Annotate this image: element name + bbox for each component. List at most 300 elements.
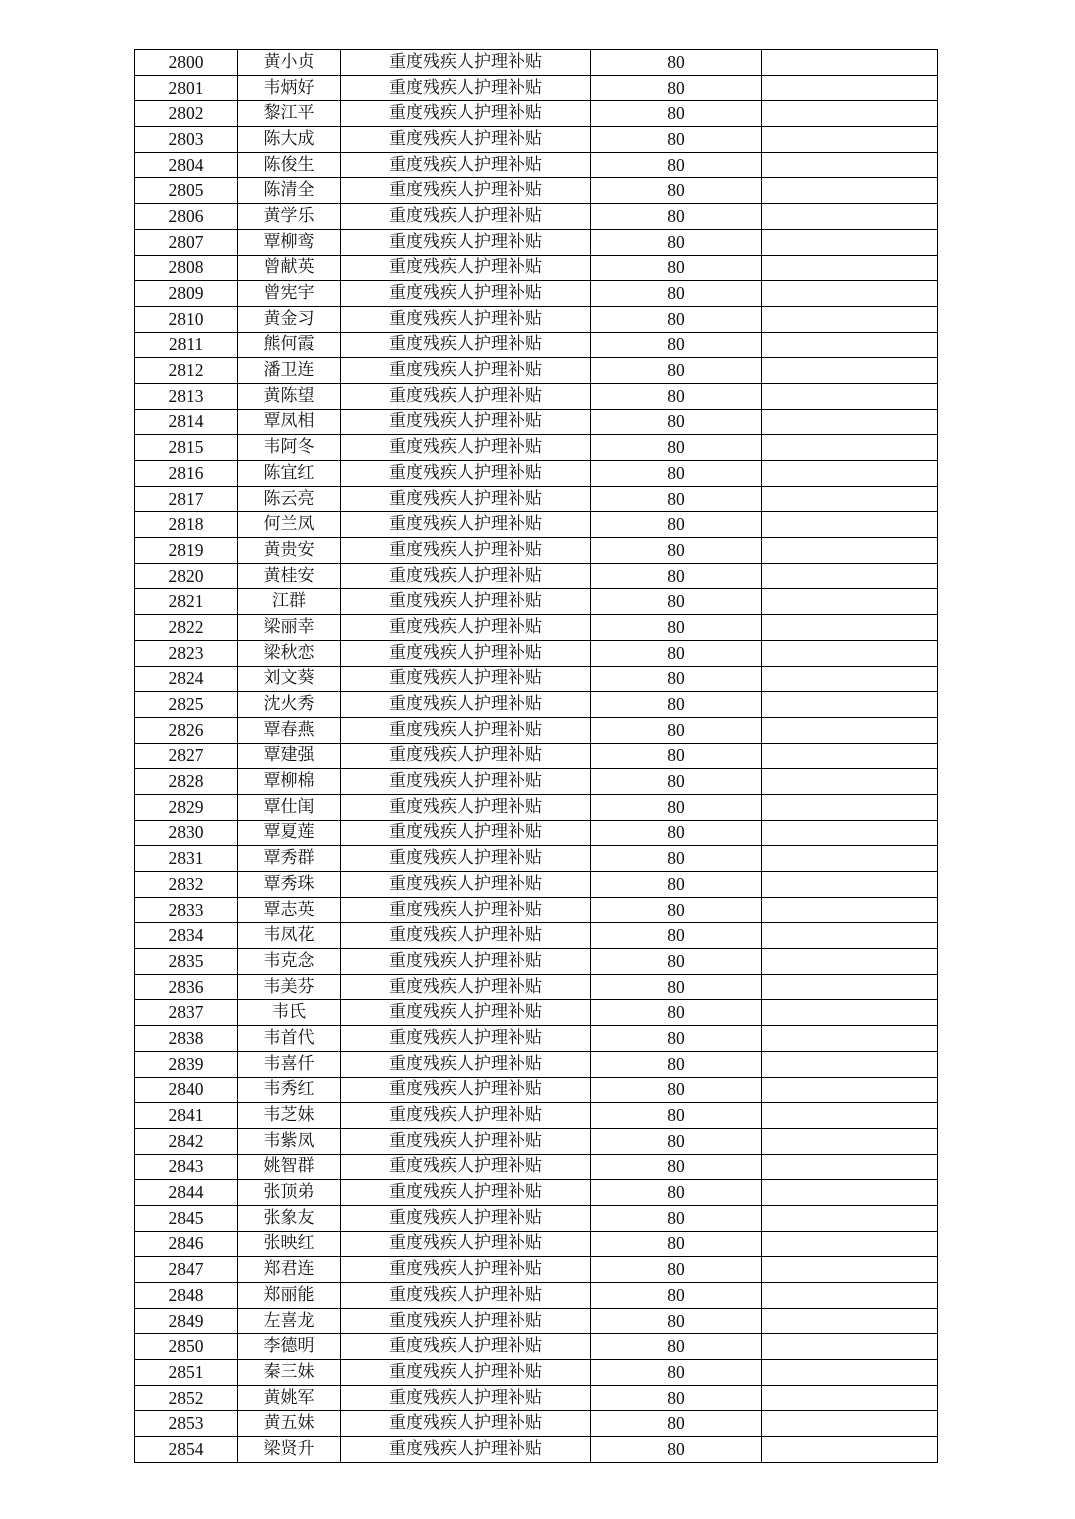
subsidy-type-cell: 重度残疾人护理补贴 xyxy=(341,1154,591,1180)
remarks-cell xyxy=(762,692,938,718)
subsidy-type-cell: 重度残疾人护理补贴 xyxy=(341,152,591,178)
recipient-name-cell: 黄陈望 xyxy=(238,383,341,409)
subsidy-table-body xyxy=(135,50,938,1463)
amount-cell: 80 xyxy=(591,50,762,76)
remarks-cell xyxy=(762,50,938,76)
table-row xyxy=(135,538,938,564)
remarks-cell xyxy=(762,383,938,409)
table-row xyxy=(135,306,938,332)
row-number-cell: 2810 xyxy=(135,306,238,332)
table-row xyxy=(135,1283,938,1309)
table-row xyxy=(135,435,938,461)
remarks-cell xyxy=(762,615,938,641)
row-number-cell: 2838 xyxy=(135,1026,238,1052)
recipient-name-cell: 韦首代 xyxy=(238,1026,341,1052)
row-number-cell: 2827 xyxy=(135,743,238,769)
recipient-name-cell: 覃秀群 xyxy=(238,846,341,872)
amount-cell: 80 xyxy=(591,666,762,692)
recipient-name-cell: 曾宪宇 xyxy=(238,281,341,307)
subsidy-type-cell: 重度残疾人护理补贴 xyxy=(341,409,591,435)
row-number-cell: 2811 xyxy=(135,332,238,358)
remarks-cell xyxy=(762,127,938,153)
remarks-cell xyxy=(762,820,938,846)
amount-cell: 80 xyxy=(591,358,762,384)
subsidy-type-cell: 重度残疾人护理补贴 xyxy=(341,255,591,281)
subsidy-type-cell: 重度残疾人护理补贴 xyxy=(341,1205,591,1231)
subsidy-type-cell: 重度残疾人护理补贴 xyxy=(341,1026,591,1052)
amount-cell: 80 xyxy=(591,743,762,769)
amount-cell: 80 xyxy=(591,486,762,512)
subsidy-type-cell: 重度残疾人护理补贴 xyxy=(341,1103,591,1129)
amount-cell: 80 xyxy=(591,1205,762,1231)
row-number-cell: 2821 xyxy=(135,589,238,615)
subsidy-type-cell: 重度残疾人护理补贴 xyxy=(341,332,591,358)
table-row xyxy=(135,383,938,409)
table-row xyxy=(135,1026,938,1052)
table-row xyxy=(135,512,938,538)
amount-cell: 80 xyxy=(591,794,762,820)
recipient-name-cell: 黄五妹 xyxy=(238,1411,341,1437)
recipient-name-cell: 覃仕闺 xyxy=(238,794,341,820)
remarks-cell xyxy=(762,743,938,769)
table-row xyxy=(135,50,938,76)
table-row xyxy=(135,974,938,1000)
subsidy-type-cell: 重度残疾人护理补贴 xyxy=(341,512,591,538)
table-row xyxy=(135,897,938,923)
row-number-cell: 2820 xyxy=(135,563,238,589)
amount-cell: 80 xyxy=(591,127,762,153)
remarks-cell xyxy=(762,1051,938,1077)
row-number-cell: 2853 xyxy=(135,1411,238,1437)
table-row xyxy=(135,1154,938,1180)
remarks-cell xyxy=(762,1257,938,1283)
remarks-cell xyxy=(762,1360,938,1386)
recipient-name-cell: 陈云亮 xyxy=(238,486,341,512)
row-number-cell: 2844 xyxy=(135,1180,238,1206)
table-row xyxy=(135,255,938,281)
amount-cell: 80 xyxy=(591,640,762,666)
amount-cell: 80 xyxy=(591,1283,762,1309)
table-row xyxy=(135,1437,938,1463)
recipient-name-cell: 覃秀珠 xyxy=(238,872,341,898)
amount-cell: 80 xyxy=(591,204,762,230)
row-number-cell: 2828 xyxy=(135,769,238,795)
subsidy-type-cell: 重度残疾人护理补贴 xyxy=(341,717,591,743)
table-row xyxy=(135,1411,938,1437)
remarks-cell xyxy=(762,872,938,898)
table-row xyxy=(135,923,938,949)
recipient-name-cell: 韦秀红 xyxy=(238,1077,341,1103)
remarks-cell xyxy=(762,949,938,975)
subsidy-type-cell: 重度残疾人护理补贴 xyxy=(341,563,591,589)
remarks-cell xyxy=(762,1154,938,1180)
amount-cell: 80 xyxy=(591,178,762,204)
recipient-name-cell: 韦紫凤 xyxy=(238,1128,341,1154)
recipient-name-cell: 陈俊生 xyxy=(238,152,341,178)
remarks-cell xyxy=(762,435,938,461)
recipient-name-cell: 覃柳棉 xyxy=(238,769,341,795)
recipient-name-cell: 秦三妹 xyxy=(238,1360,341,1386)
table-row xyxy=(135,409,938,435)
amount-cell: 80 xyxy=(591,538,762,564)
row-number-cell: 2824 xyxy=(135,666,238,692)
row-number-cell: 2829 xyxy=(135,794,238,820)
remarks-cell xyxy=(762,1411,938,1437)
row-number-cell: 2818 xyxy=(135,512,238,538)
recipient-name-cell: 张象友 xyxy=(238,1205,341,1231)
remarks-cell xyxy=(762,1334,938,1360)
table-row xyxy=(135,949,938,975)
recipient-name-cell: 覃建强 xyxy=(238,743,341,769)
table-row xyxy=(135,281,938,307)
table-row xyxy=(135,769,938,795)
remarks-cell xyxy=(762,1385,938,1411)
row-number-cell: 2814 xyxy=(135,409,238,435)
table-row xyxy=(135,486,938,512)
row-number-cell: 2808 xyxy=(135,255,238,281)
row-number-cell: 2805 xyxy=(135,178,238,204)
recipient-name-cell: 江群 xyxy=(238,589,341,615)
table-row xyxy=(135,358,938,384)
row-number-cell: 2849 xyxy=(135,1308,238,1334)
remarks-cell xyxy=(762,538,938,564)
subsidy-type-cell: 重度残疾人护理补贴 xyxy=(341,1334,591,1360)
row-number-cell: 2846 xyxy=(135,1231,238,1257)
recipient-name-cell: 覃夏莲 xyxy=(238,820,341,846)
remarks-cell xyxy=(762,1128,938,1154)
remarks-cell xyxy=(762,1437,938,1463)
table-row xyxy=(135,1000,938,1026)
recipient-name-cell: 何兰凤 xyxy=(238,512,341,538)
row-number-cell: 2852 xyxy=(135,1385,238,1411)
remarks-cell xyxy=(762,897,938,923)
table-row xyxy=(135,872,938,898)
recipient-name-cell: 韦喜仟 xyxy=(238,1051,341,1077)
row-number-cell: 2854 xyxy=(135,1437,238,1463)
remarks-cell xyxy=(762,794,938,820)
remarks-cell xyxy=(762,306,938,332)
amount-cell: 80 xyxy=(591,1128,762,1154)
subsidy-type-cell: 重度残疾人护理补贴 xyxy=(341,1411,591,1437)
row-number-cell: 2837 xyxy=(135,1000,238,1026)
amount-cell: 80 xyxy=(591,1334,762,1360)
table-row xyxy=(135,589,938,615)
amount-cell: 80 xyxy=(591,1411,762,1437)
table-row xyxy=(135,461,938,487)
recipient-name-cell: 韦炳好 xyxy=(238,75,341,101)
recipient-name-cell: 左喜龙 xyxy=(238,1308,341,1334)
row-number-cell: 2850 xyxy=(135,1334,238,1360)
subsidy-type-cell: 重度残疾人护理补贴 xyxy=(341,204,591,230)
amount-cell: 80 xyxy=(591,1437,762,1463)
amount-cell: 80 xyxy=(591,1154,762,1180)
subsidy-type-cell: 重度残疾人护理补贴 xyxy=(341,1437,591,1463)
recipient-name-cell: 刘文葵 xyxy=(238,666,341,692)
subsidy-type-cell: 重度残疾人护理补贴 xyxy=(341,1360,591,1386)
subsidy-type-cell: 重度残疾人护理补贴 xyxy=(341,769,591,795)
table-row xyxy=(135,1103,938,1129)
amount-cell: 80 xyxy=(591,281,762,307)
table-row xyxy=(135,1385,938,1411)
recipient-name-cell: 韦美芬 xyxy=(238,974,341,1000)
subsidy-type-cell: 重度残疾人护理补贴 xyxy=(341,692,591,718)
table-row xyxy=(135,1257,938,1283)
remarks-cell xyxy=(762,486,938,512)
amount-cell: 80 xyxy=(591,769,762,795)
amount-cell: 80 xyxy=(591,1103,762,1129)
recipient-name-cell: 黄金习 xyxy=(238,306,341,332)
table-row xyxy=(135,1128,938,1154)
amount-cell: 80 xyxy=(591,512,762,538)
recipient-name-cell: 韦阿冬 xyxy=(238,435,341,461)
subsidy-type-cell: 重度残疾人护理补贴 xyxy=(341,435,591,461)
remarks-cell xyxy=(762,717,938,743)
table-row xyxy=(135,204,938,230)
recipient-name-cell: 郑君连 xyxy=(238,1257,341,1283)
subsidy-type-cell: 重度残疾人护理补贴 xyxy=(341,75,591,101)
subsidy-type-cell: 重度残疾人护理补贴 xyxy=(341,1180,591,1206)
remarks-cell xyxy=(762,589,938,615)
amount-cell: 80 xyxy=(591,615,762,641)
recipient-name-cell: 张映红 xyxy=(238,1231,341,1257)
subsidy-type-cell: 重度残疾人护理补贴 xyxy=(341,281,591,307)
remarks-cell xyxy=(762,1283,938,1309)
recipient-name-cell: 姚智群 xyxy=(238,1154,341,1180)
table-row xyxy=(135,1077,938,1103)
amount-cell: 80 xyxy=(591,1308,762,1334)
remarks-cell xyxy=(762,1077,938,1103)
remarks-cell xyxy=(762,923,938,949)
remarks-cell xyxy=(762,1205,938,1231)
table-row xyxy=(135,794,938,820)
recipient-name-cell: 韦凤花 xyxy=(238,923,341,949)
row-number-cell: 2802 xyxy=(135,101,238,127)
remarks-cell xyxy=(762,974,938,1000)
remarks-cell xyxy=(762,1103,938,1129)
recipient-name-cell: 沈火秀 xyxy=(238,692,341,718)
amount-cell: 80 xyxy=(591,923,762,949)
recipient-name-cell: 陈清全 xyxy=(238,178,341,204)
subsidy-type-cell: 重度残疾人护理补贴 xyxy=(341,358,591,384)
subsidy-type-cell: 重度残疾人护理补贴 xyxy=(341,923,591,949)
subsidy-type-cell: 重度残疾人护理补贴 xyxy=(341,538,591,564)
subsidy-type-cell: 重度残疾人护理补贴 xyxy=(341,1128,591,1154)
table-row xyxy=(135,640,938,666)
recipient-name-cell: 覃凤相 xyxy=(238,409,341,435)
recipient-name-cell: 韦氏 xyxy=(238,1000,341,1026)
amount-cell: 80 xyxy=(591,846,762,872)
recipient-name-cell: 潘卫连 xyxy=(238,358,341,384)
remarks-cell xyxy=(762,1000,938,1026)
table-row xyxy=(135,743,938,769)
table-row xyxy=(135,75,938,101)
remarks-cell xyxy=(762,1231,938,1257)
recipient-name-cell: 曾献英 xyxy=(238,255,341,281)
recipient-name-cell: 黄桂安 xyxy=(238,563,341,589)
table-row xyxy=(135,332,938,358)
recipient-name-cell: 覃柳鸾 xyxy=(238,229,341,255)
subsidy-type-cell: 重度残疾人护理补贴 xyxy=(341,820,591,846)
remarks-cell xyxy=(762,358,938,384)
subsidy-type-cell: 重度残疾人护理补贴 xyxy=(341,974,591,1000)
subsidy-type-cell: 重度残疾人护理补贴 xyxy=(341,1000,591,1026)
subsidy-type-cell: 重度残疾人护理补贴 xyxy=(341,178,591,204)
remarks-cell xyxy=(762,461,938,487)
row-number-cell: 2804 xyxy=(135,152,238,178)
subsidy-type-cell: 重度残疾人护理补贴 xyxy=(341,1283,591,1309)
remarks-cell xyxy=(762,152,938,178)
row-number-cell: 2851 xyxy=(135,1360,238,1386)
recipient-name-cell: 李德明 xyxy=(238,1334,341,1360)
row-number-cell: 2830 xyxy=(135,820,238,846)
table-row xyxy=(135,820,938,846)
subsidy-type-cell: 重度残疾人护理补贴 xyxy=(341,486,591,512)
subsidy-type-cell: 重度残疾人护理补贴 xyxy=(341,1308,591,1334)
remarks-cell xyxy=(762,255,938,281)
amount-cell: 80 xyxy=(591,1360,762,1386)
recipient-name-cell: 黄学乐 xyxy=(238,204,341,230)
amount-cell: 80 xyxy=(591,1231,762,1257)
row-number-cell: 2842 xyxy=(135,1128,238,1154)
row-number-cell: 2831 xyxy=(135,846,238,872)
row-number-cell: 2809 xyxy=(135,281,238,307)
subsidy-type-cell: 重度残疾人护理补贴 xyxy=(341,666,591,692)
table-row xyxy=(135,127,938,153)
table-row xyxy=(135,1360,938,1386)
row-number-cell: 2812 xyxy=(135,358,238,384)
recipient-name-cell: 熊何霞 xyxy=(238,332,341,358)
remarks-cell xyxy=(762,281,938,307)
remarks-cell xyxy=(762,769,938,795)
remarks-cell xyxy=(762,409,938,435)
recipient-name-cell: 黄小贞 xyxy=(238,50,341,76)
table-row xyxy=(135,1231,938,1257)
table-row xyxy=(135,152,938,178)
subsidy-type-cell: 重度残疾人护理补贴 xyxy=(341,1077,591,1103)
table-row xyxy=(135,1334,938,1360)
row-number-cell: 2823 xyxy=(135,640,238,666)
row-number-cell: 2800 xyxy=(135,50,238,76)
amount-cell: 80 xyxy=(591,872,762,898)
subsidy-type-cell: 重度残疾人护理补贴 xyxy=(341,615,591,641)
recipient-name-cell: 郑丽能 xyxy=(238,1283,341,1309)
table-row xyxy=(135,666,938,692)
table-row xyxy=(135,1051,938,1077)
amount-cell: 80 xyxy=(591,255,762,281)
subsidy-type-cell: 重度残疾人护理补贴 xyxy=(341,461,591,487)
row-number-cell: 2847 xyxy=(135,1257,238,1283)
recipient-name-cell: 梁丽幸 xyxy=(238,615,341,641)
amount-cell: 80 xyxy=(591,1180,762,1206)
row-number-cell: 2803 xyxy=(135,127,238,153)
recipient-name-cell: 陈宜红 xyxy=(238,461,341,487)
remarks-cell xyxy=(762,640,938,666)
row-number-cell: 2833 xyxy=(135,897,238,923)
subsidy-type-cell: 重度残疾人护理补贴 xyxy=(341,743,591,769)
subsidy-type-cell: 重度残疾人护理补贴 xyxy=(341,1385,591,1411)
recipient-name-cell: 韦克念 xyxy=(238,949,341,975)
subsidy-type-cell: 重度残疾人护理补贴 xyxy=(341,127,591,153)
amount-cell: 80 xyxy=(591,589,762,615)
row-number-cell: 2826 xyxy=(135,717,238,743)
amount-cell: 80 xyxy=(591,1026,762,1052)
subsidy-type-cell: 重度残疾人护理补贴 xyxy=(341,50,591,76)
remarks-cell xyxy=(762,332,938,358)
subsidy-type-cell: 重度残疾人护理补贴 xyxy=(341,794,591,820)
amount-cell: 80 xyxy=(591,692,762,718)
recipient-name-cell: 梁秋恋 xyxy=(238,640,341,666)
row-number-cell: 2832 xyxy=(135,872,238,898)
remarks-cell xyxy=(762,75,938,101)
row-number-cell: 2843 xyxy=(135,1154,238,1180)
subsidy-type-cell: 重度残疾人护理补贴 xyxy=(341,229,591,255)
remarks-cell xyxy=(762,512,938,538)
remarks-cell xyxy=(762,563,938,589)
subsidy-type-cell: 重度残疾人护理补贴 xyxy=(341,640,591,666)
remarks-cell xyxy=(762,1180,938,1206)
row-number-cell: 2841 xyxy=(135,1103,238,1129)
amount-cell: 80 xyxy=(591,563,762,589)
row-number-cell: 2816 xyxy=(135,461,238,487)
table-row xyxy=(135,1180,938,1206)
amount-cell: 80 xyxy=(591,717,762,743)
subsidy-type-cell: 重度残疾人护理补贴 xyxy=(341,846,591,872)
subsidy-type-cell: 重度残疾人护理补贴 xyxy=(341,1231,591,1257)
table-row xyxy=(135,846,938,872)
recipient-name-cell: 张顶弟 xyxy=(238,1180,341,1206)
table-row xyxy=(135,101,938,127)
amount-cell: 80 xyxy=(591,897,762,923)
row-number-cell: 2806 xyxy=(135,204,238,230)
remarks-cell xyxy=(762,1026,938,1052)
table-row xyxy=(135,178,938,204)
row-number-cell: 2839 xyxy=(135,1051,238,1077)
recipient-name-cell: 韦芝妹 xyxy=(238,1103,341,1129)
recipient-name-cell: 梁贤升 xyxy=(238,1437,341,1463)
amount-cell: 80 xyxy=(591,409,762,435)
subsidy-type-cell: 重度残疾人护理补贴 xyxy=(341,872,591,898)
subsidy-type-cell: 重度残疾人护理补贴 xyxy=(341,1257,591,1283)
table-row xyxy=(135,692,938,718)
remarks-cell xyxy=(762,229,938,255)
remarks-cell xyxy=(762,101,938,127)
row-number-cell: 2817 xyxy=(135,486,238,512)
recipient-name-cell: 覃春燕 xyxy=(238,717,341,743)
amount-cell: 80 xyxy=(591,229,762,255)
row-number-cell: 2834 xyxy=(135,923,238,949)
remarks-cell xyxy=(762,666,938,692)
row-number-cell: 2807 xyxy=(135,229,238,255)
remarks-cell xyxy=(762,178,938,204)
table-row xyxy=(135,615,938,641)
remarks-cell xyxy=(762,1308,938,1334)
recipient-name-cell: 黎江平 xyxy=(238,101,341,127)
amount-cell: 80 xyxy=(591,949,762,975)
recipient-name-cell: 覃志英 xyxy=(238,897,341,923)
amount-cell: 80 xyxy=(591,1077,762,1103)
row-number-cell: 2840 xyxy=(135,1077,238,1103)
recipient-name-cell: 黄姚军 xyxy=(238,1385,341,1411)
recipient-name-cell: 黄贵安 xyxy=(238,538,341,564)
row-number-cell: 2815 xyxy=(135,435,238,461)
amount-cell: 80 xyxy=(591,1000,762,1026)
amount-cell: 80 xyxy=(591,1257,762,1283)
amount-cell: 80 xyxy=(591,306,762,332)
amount-cell: 80 xyxy=(591,75,762,101)
row-number-cell: 2801 xyxy=(135,75,238,101)
subsidy-type-cell: 重度残疾人护理补贴 xyxy=(341,949,591,975)
subsidy-type-cell: 重度残疾人护理补贴 xyxy=(341,306,591,332)
